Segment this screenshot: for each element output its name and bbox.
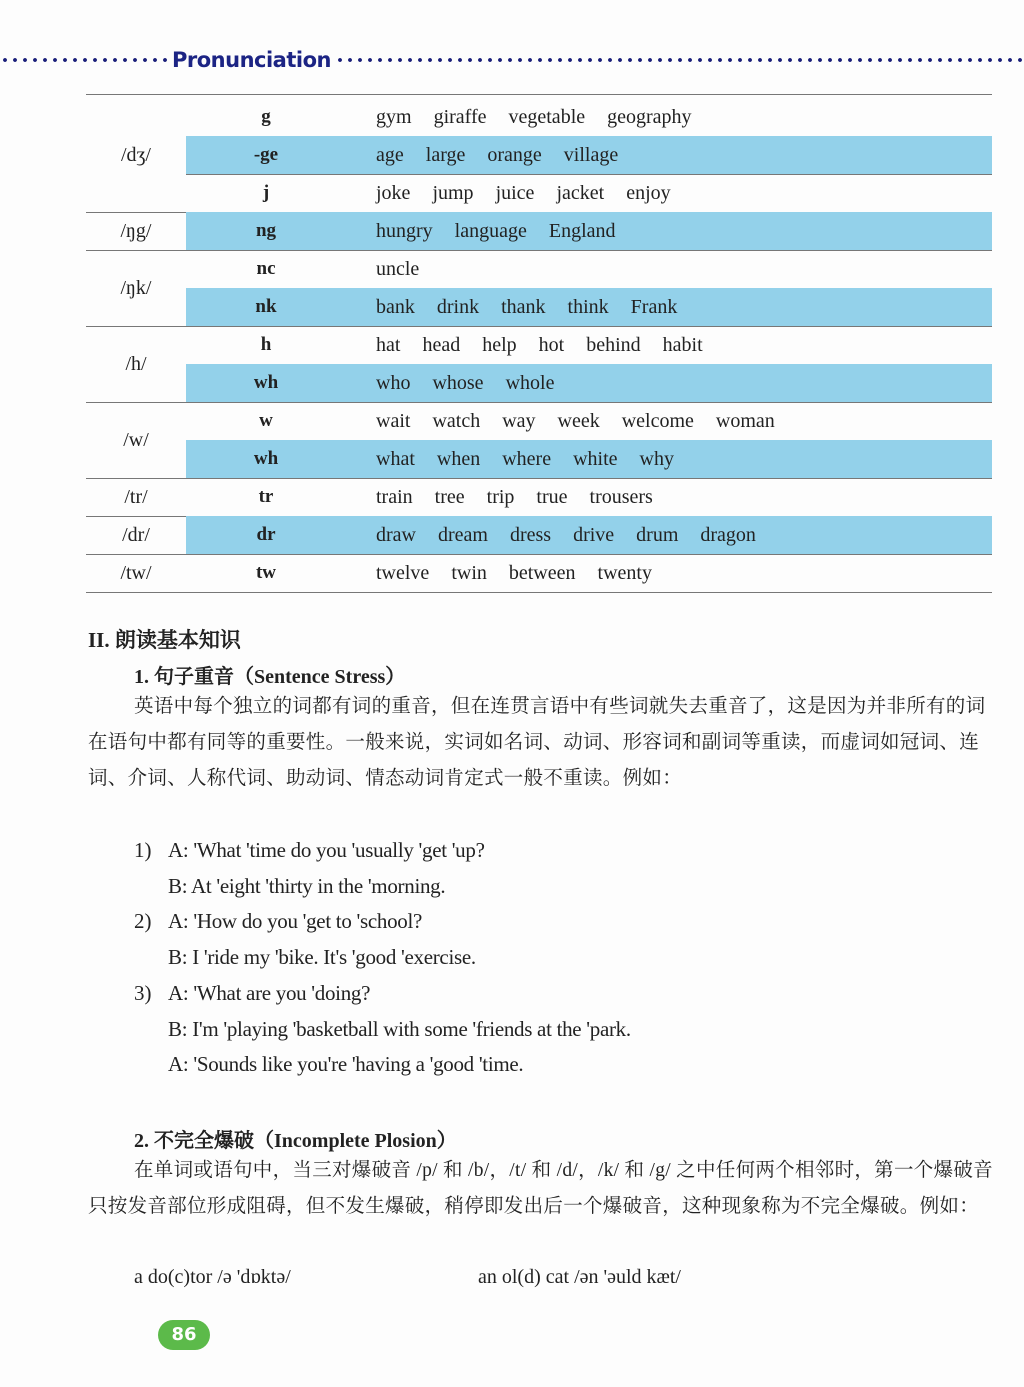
- dialogue-line: B: I'm 'playing 'basketball with some 'friends at the 'park.: [168, 1016, 631, 1041]
- example-words: [376, 554, 674, 592]
- header-title: Pronunciation: [172, 48, 331, 72]
- example-word: uncle: [376, 258, 420, 280]
- example-word: woman: [715, 410, 775, 432]
- example-word: drink: [436, 296, 480, 318]
- table-row: [186, 288, 992, 326]
- table-row: [186, 478, 992, 516]
- dialogue-line: B: At 'eight 'thirty in the 'morning.: [168, 873, 446, 898]
- example-number: 1): [134, 838, 152, 862]
- example-word: between: [508, 562, 576, 584]
- example-words: [376, 174, 693, 212]
- example-word: watch: [432, 410, 481, 432]
- example-words: [376, 288, 699, 326]
- example-word: trousers: [589, 486, 653, 508]
- phoneme: /dr/: [122, 524, 150, 546]
- grapheme: wh: [253, 448, 279, 469]
- example-word: hot: [538, 334, 565, 356]
- example-words: [376, 440, 696, 478]
- plosion-example: a do(c)tor /ə 'dɒktə/: [134, 1266, 291, 1288]
- page-number-badge: 86: [158, 1320, 210, 1350]
- example-word: language: [454, 220, 527, 242]
- table-row: [186, 250, 992, 288]
- grapheme: w: [259, 410, 273, 431]
- example-word: vegetable: [508, 106, 586, 128]
- example-word: what: [376, 448, 415, 470]
- example-word: true: [536, 486, 568, 508]
- example-word: bank: [376, 296, 415, 318]
- example-word: dream: [437, 524, 488, 546]
- phoneme: /ŋk/: [120, 277, 152, 299]
- table-top-rule: [86, 94, 992, 95]
- phoneme: /tw/: [120, 562, 152, 584]
- phoneme: /dʒ/: [121, 144, 151, 166]
- dotted-rule: [335, 58, 1024, 62]
- example-word: way: [502, 410, 536, 432]
- plosion-example: an ol(d) cat /ən 'əuld kæt/: [478, 1266, 681, 1288]
- table-row: [186, 402, 992, 440]
- phoneme: /tr/: [124, 486, 148, 508]
- example-number: 3): [134, 980, 152, 1005]
- table-row: [186, 516, 992, 554]
- example-word: trip: [486, 486, 515, 508]
- example-word: habit: [662, 334, 703, 356]
- grapheme: g: [261, 106, 271, 127]
- example-word: dress: [509, 524, 552, 546]
- example-words: [376, 402, 797, 440]
- group-rule: [86, 592, 992, 593]
- example-word: hungry: [376, 220, 433, 242]
- example-word: orange: [487, 144, 542, 166]
- example-word: large: [425, 144, 466, 166]
- grapheme: tw: [255, 562, 277, 583]
- example-word: train: [376, 486, 413, 508]
- example-word: whose: [432, 372, 484, 394]
- example-word: twenty: [597, 562, 652, 584]
- dialogue-line: A: 'How do you 'get to 'school?: [168, 909, 423, 934]
- example-word: England: [548, 220, 616, 242]
- table-row: [186, 440, 992, 478]
- example-word: enjoy: [626, 182, 671, 204]
- paragraph: 英语中每个独立的词都有词的重音，但在连贯言语中有些词就失去重音了，这是因为并非所有的词在语句中都有同等的重要性。一般来说，实词如名词、动词、形容词和副词等重读，而虚词如冠词、连词、介词、人称代词、助动词、情态动词肯定式一般不重读。例如：: [88, 696, 986, 789]
- example-word: head: [422, 334, 461, 356]
- example-word: hat: [376, 334, 401, 356]
- example-words: [376, 326, 725, 364]
- table-row: [186, 212, 992, 250]
- example-word: week: [557, 410, 600, 432]
- example-words: [376, 250, 441, 288]
- example-word: drive: [573, 524, 615, 546]
- example-words: [376, 478, 675, 516]
- dotted-rule: [0, 58, 168, 62]
- dialogue-line: B: I 'ride my 'bike. It's 'good 'exercise.: [168, 945, 476, 970]
- example-word: whole: [505, 372, 555, 394]
- example-word: when: [436, 448, 481, 470]
- dialogue-line: A: 'What are you 'doing?: [168, 980, 371, 1005]
- example-word: behind: [586, 334, 641, 356]
- example-word: who: [376, 372, 411, 394]
- example-words: [376, 212, 638, 250]
- example-word: help: [482, 334, 517, 356]
- example-word: twelve: [376, 562, 430, 584]
- example-word: drum: [636, 524, 679, 546]
- grapheme: ng: [255, 220, 277, 241]
- example-word: thank: [501, 296, 546, 318]
- phoneme: /ŋg/: [120, 220, 152, 242]
- example-word: juice: [495, 182, 535, 204]
- grapheme: nk: [255, 296, 277, 317]
- example-word: jacket: [556, 182, 605, 204]
- grapheme: -ge: [253, 144, 279, 165]
- example-word: draw: [376, 524, 416, 546]
- example-word: Frank: [630, 296, 678, 318]
- dialogue-line: A: 'What 'time do you 'usually 'get 'up?: [168, 838, 485, 862]
- example-word: welcome: [621, 410, 694, 432]
- dialogue-line: A: 'Sounds like you're 'having a 'good 'time.: [168, 1052, 524, 1077]
- grapheme: dr: [256, 524, 276, 545]
- example-word: dragon: [700, 524, 756, 546]
- table-row: [186, 326, 992, 364]
- page-header: [0, 46, 1024, 74]
- grapheme: tr: [258, 486, 274, 507]
- subsection-heading: 2. 不完全爆破（Incomplete Plosion）: [134, 1130, 457, 1152]
- example-word: joke: [376, 182, 411, 204]
- table-row: [186, 136, 992, 174]
- example-word: why: [639, 448, 674, 470]
- table-row: [186, 98, 992, 136]
- example-word: white: [573, 448, 618, 470]
- example-words: [376, 98, 714, 136]
- grapheme: j: [262, 182, 270, 203]
- paragraph: 在单词或语句中，当三对爆破音 /p/ 和 /b/，/t/ 和 /d/，/k/ 和 /g/ 之中任何两个相邻时，第一个爆破音只按发音部位形成阻碍，但不发生爆破，稍停即发出后一个爆破音，这种现象称为不完全爆破。例如：: [88, 1160, 993, 1217]
- example-word: geography: [607, 106, 692, 128]
- grapheme: wh: [253, 372, 279, 393]
- grapheme: nc: [256, 258, 276, 279]
- example-word: age: [376, 144, 404, 166]
- example-words: [376, 364, 576, 402]
- example-word: giraffe: [433, 106, 487, 128]
- grapheme: h: [260, 334, 272, 355]
- example-word: gym: [376, 106, 412, 128]
- example-word: wait: [376, 410, 411, 432]
- example-words: [376, 516, 778, 554]
- table-row: [186, 554, 992, 592]
- phoneme: /h/: [125, 353, 147, 375]
- example-words: [376, 136, 640, 174]
- example-number: 2): [134, 909, 152, 934]
- example-word: jump: [432, 182, 474, 204]
- example-word: think: [567, 296, 609, 318]
- example-word: twin: [451, 562, 487, 584]
- example-word: village: [563, 144, 619, 166]
- example-word: tree: [434, 486, 465, 508]
- table-row: [186, 364, 992, 402]
- subsection-heading: 1. 句子重音（Sentence Stress）: [134, 666, 406, 688]
- example-word: where: [502, 448, 552, 470]
- table-row: [186, 174, 992, 212]
- phoneme: /w/: [123, 429, 149, 451]
- section-heading: II. 朗读基本知识: [88, 628, 241, 652]
